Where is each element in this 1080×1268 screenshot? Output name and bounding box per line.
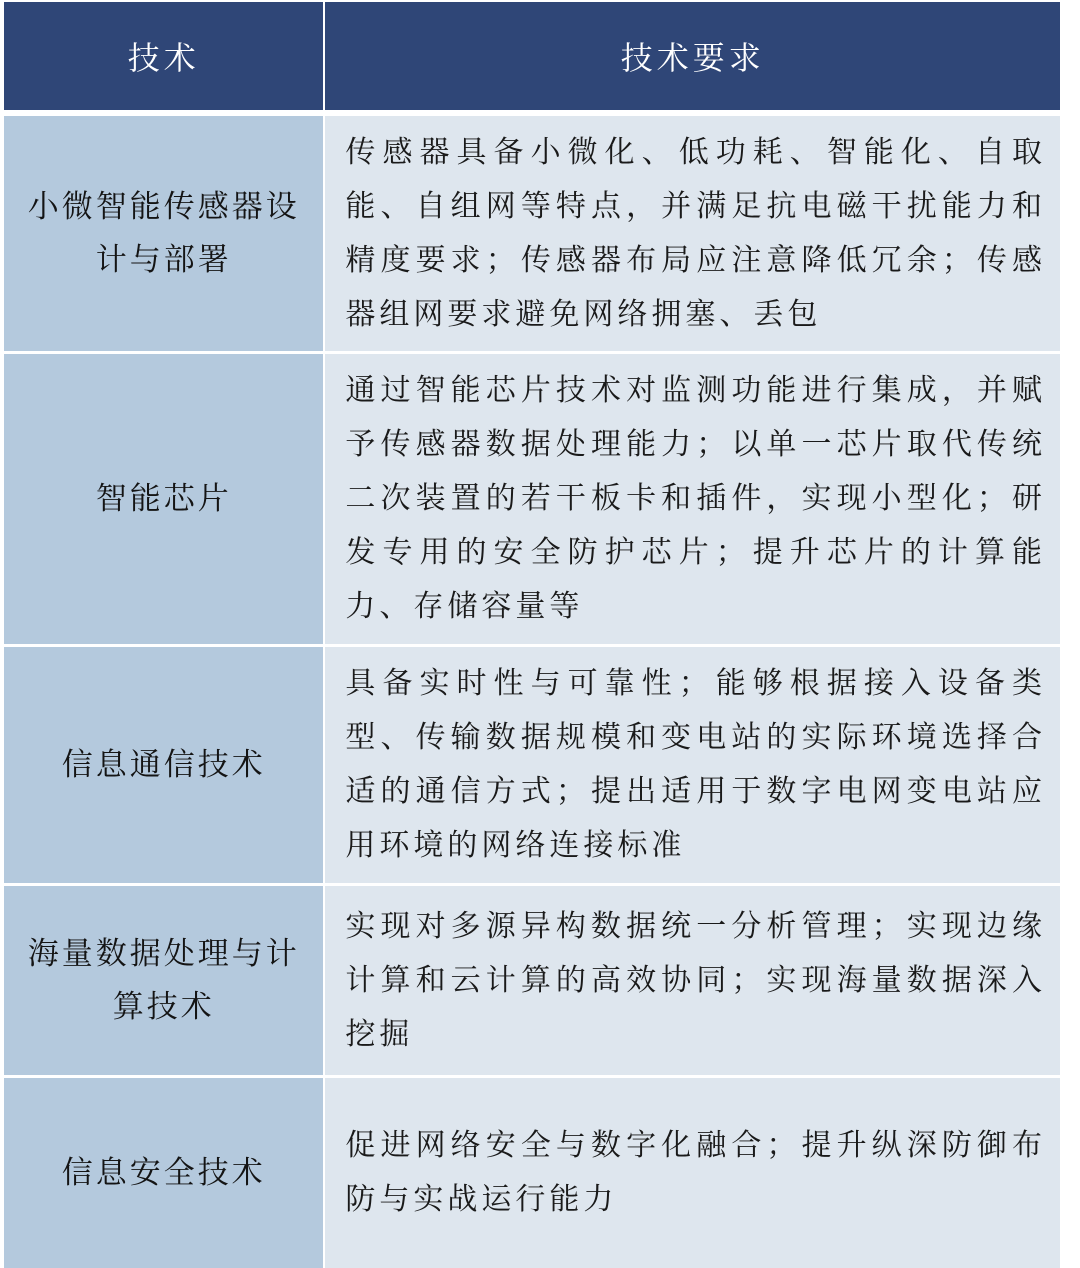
tech-name: 小微智能传感器设计与部署 [4, 116, 323, 351]
table-header-row [4, 2, 1060, 110]
tech-requirements: 实现对多源异构数据统一分析管理；实现边缘计算和云计算的高效协同；实现海量数据深入挖掘 [325, 886, 1060, 1075]
table-row [4, 354, 1060, 647]
header-requirements: 技术要求 [325, 2, 1060, 110]
tech-requirements: 通过智能芯片技术对监测功能进行集成，并赋予传感器数据处理能力；以单一芯片取代传统二次装置的若干板卡和插件，实现小型化；研发专用的安全防护芯片；提升芯片的计算能力、存储容量等 [325, 354, 1060, 644]
table-row [4, 116, 1060, 354]
tech-name: 信息通信技术 [4, 647, 323, 883]
table-row [4, 1078, 1060, 1268]
header-tech: 技术 [4, 2, 323, 110]
tech-requirements: 具备实时性与可靠性；能够根据接入设备类型、传输数据规模和变电站的实际环境选择合适的通信方式；提出适用于数字电网变电站应用环境的网络连接标准 [325, 647, 1060, 883]
tech-name: 智能芯片 [4, 354, 323, 644]
tech-requirements: 促进网络安全与数字化融合；提升纵深防御布防与实战运行能力 [325, 1078, 1060, 1268]
table-row [4, 647, 1060, 886]
tech-name: 海量数据处理与计算技术 [4, 886, 323, 1075]
tech-requirements: 传感器具备小微化、低功耗、智能化、自取能、自组网等特点，并满足抗电磁干扰能力和精度要求；传感器布局应注意降低冗余；传感器组网要求避免网络拥塞、丢包 [325, 116, 1060, 351]
tech-requirements-table [4, 2, 1060, 1268]
table-row [4, 886, 1060, 1078]
tech-name: 信息安全技术 [4, 1078, 323, 1268]
